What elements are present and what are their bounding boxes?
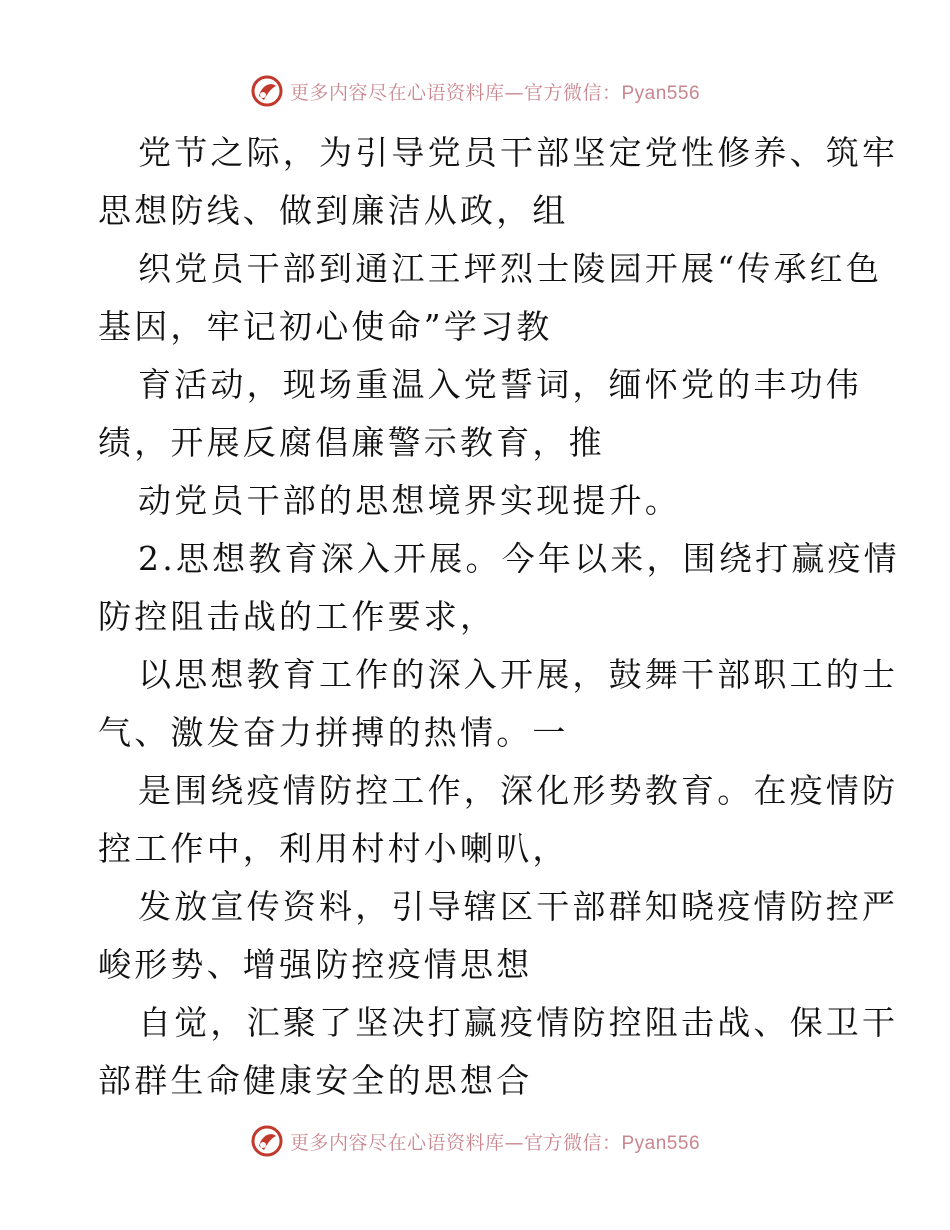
text-line: 控工作中，利用村村小喇叭， bbox=[98, 829, 569, 868]
paragraph bbox=[98, 356, 862, 472]
text-line: 是围绕疫情防控工作，深化形势教育。在疫情防 bbox=[138, 771, 899, 810]
text-line: 自觉，汇聚了坚决打赢疫情防控阻击战、保卫干 bbox=[138, 1003, 899, 1042]
paragraph bbox=[98, 124, 899, 240]
banner-dash: — bbox=[504, 1131, 524, 1154]
text-line: 绩，开展反腐倡廉警示教育，推 bbox=[98, 423, 605, 462]
banner-wechat-id: Pyan556 bbox=[621, 1132, 701, 1154]
text-line: 以思想教育工作的深入开展，鼓舞干部职工的士 bbox=[138, 655, 899, 694]
paragraph bbox=[98, 240, 883, 356]
banner-wechat-id: Pyan556 bbox=[621, 82, 701, 104]
text-line: 基因，牢记初心使命”学习教 bbox=[98, 307, 553, 346]
banner-site-text: 更多内容尽在心语资料库 bbox=[289, 81, 505, 104]
paragraph bbox=[98, 878, 899, 994]
text-line: 气、激发奋力拼搏的热情。一 bbox=[98, 713, 569, 752]
text-line: 峻形势、增强防控疫情思想 bbox=[98, 945, 533, 984]
logo-icon bbox=[250, 74, 284, 108]
banner-site-text: 更多内容尽在心语资料库 bbox=[289, 1131, 505, 1154]
paragraph bbox=[98, 646, 899, 762]
text-line: 党节之际，为引导党员干部坚定党性修养、筑牢 bbox=[138, 133, 899, 172]
paragraph bbox=[98, 530, 900, 646]
paragraph bbox=[98, 994, 899, 1110]
banner-text bbox=[290, 78, 700, 105]
text-line: 动党员干部的思想境界实现提升。 bbox=[138, 481, 681, 520]
logo-icon bbox=[250, 1124, 284, 1158]
document-body bbox=[98, 124, 900, 1110]
footer-watermark-banner bbox=[0, 1121, 950, 1161]
banner-text bbox=[290, 1128, 700, 1155]
banner-wechat-label: 官方微信： bbox=[523, 81, 622, 104]
text-line: 织党员干部到通江王坪烈士陵园开展“传承红色 bbox=[138, 249, 883, 288]
text-line: 防控阻击战的工作要求， bbox=[98, 597, 497, 636]
banner-wechat-label: 官方微信： bbox=[523, 1131, 622, 1154]
header-watermark-banner bbox=[0, 71, 950, 111]
text-line: 发放宣传资料，引导辖区干部群知晓疫情防控严 bbox=[138, 887, 899, 926]
text-line: 育活动，现场重温入党誓词，缅怀党的丰功伟 bbox=[138, 365, 862, 404]
text-line: 部群生命健康安全的思想合 bbox=[98, 1061, 533, 1100]
paragraph bbox=[98, 762, 899, 878]
text-line: 2.思想教育深入开展。今年以来，围绕打赢疫情 bbox=[138, 539, 900, 578]
banner-dash: — bbox=[504, 81, 524, 104]
paragraph bbox=[98, 472, 858, 530]
text-line: 思想防线、做到廉洁从政，组 bbox=[98, 191, 569, 230]
